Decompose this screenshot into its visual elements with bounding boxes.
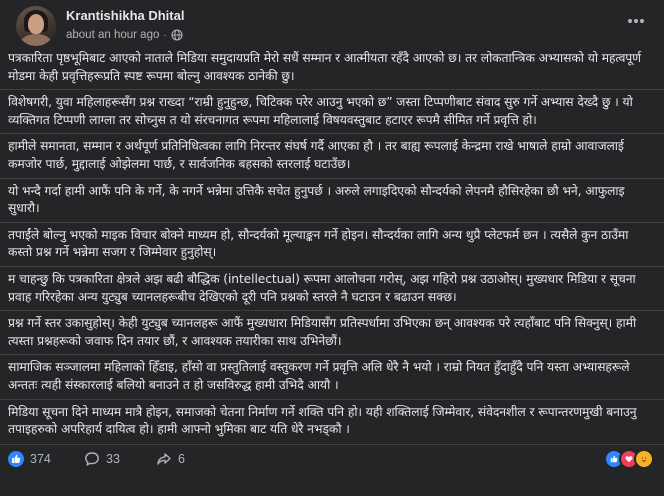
shares-stat[interactable] <box>156 448 185 470</box>
like-icon <box>8 451 24 467</box>
more-options-button[interactable] <box>622 10 650 32</box>
post-paragraph: म चाहन्छु कि पत्रकारिता क्षेत्रले अझ बढी बौद्धिक (intellectual) रूपमा आलोचना गरोस्, अझ गहिरो प्रश्न उठाओस्। मुख्यधार मिडिया र सूचना प्रवाह गरिरहेका अन्य युट्युब च्यानलहरूबीच देखिएको दूरी पनि प्रश्नको स्तरले नै घटाउन र बढाउन सक्छ। <box>0 266 664 306</box>
share-icon <box>156 451 172 467</box>
globe-icon[interactable] <box>171 29 183 41</box>
comments-count: 33 <box>106 452 120 466</box>
post-paragraph: विशेषगरी, युवा महिलाहरूसँग प्रश्न राख्दा “राम्री हुनुहुन्छ, चिटिक्क परेर आउनु भएको छ” जस्ता टिप्पणीबाट संवाद सुरु गर्ने अभ्यास देख्दै छु । यो व्यक्तिगत टिप्पणी लाग्ला तर सोच्नुस त यो संरचनागत रूपमा महिलालाई विषयवस्तुबाट हटाएर रूपमै सीमित गर्ने प्रवृत्ति हो। <box>0 89 664 129</box>
post-footer <box>0 444 664 496</box>
avatar[interactable] <box>16 6 56 46</box>
likes-count: 374 <box>30 452 51 466</box>
post-paragraph: यो भन्दै गर्दा हामी आफैं पनि के गर्ने, के नगर्ने भन्नेमा उत्तिकै सचेत हुनुपर्छ । अरुले लगाइदिएको सौन्दर्यको लेपनमै हौसिरहेका छौ भने, आफुलाइ सुधारौ। <box>0 178 664 218</box>
reaction-summary[interactable] <box>609 448 654 470</box>
post-paragraph: हामीले समानता, सम्मान र अर्थपूर्ण प्रतिनिधित्वका लागि निरन्तर संघर्ष गर्दै आएका हौ । तर बाह्य रूपलाई केन्द्रमा राखे भाषाले हाम्रो आवाजलाई कमजोर पार्छ, मुद्दालाई ओझेलमा पार्छ, र सार्वजनिक बहसको स्तरलाई घटाउँछ। <box>0 133 664 173</box>
shares-count: 6 <box>178 452 185 466</box>
avatar-face <box>28 14 44 34</box>
author-name[interactable]: Krantishikha Dhital <box>66 8 185 23</box>
comments-stat[interactable] <box>84 448 120 470</box>
care-reaction-icon <box>634 449 654 469</box>
comment-icon <box>84 451 100 467</box>
post-header <box>0 0 664 46</box>
likes-stat[interactable] <box>8 448 51 470</box>
post-paragraph: प्रश्न गर्ने स्तर उकासुहोस्। केही युट्युब च्यानलहरू आफैं मुख्यधारा मिडियासँग प्रतिस्पर्धामा उभिएका छन् आवश्यक परे त्यहाँबाट पनि सिक्नुस्। हामी त्यस्ता प्रश्नहरूको जवाफ दिन तयार छौं, र आवश्यक तयारीका साथ उभिनेछौं। <box>0 310 664 350</box>
thumbs-up-icon <box>11 454 21 464</box>
post-paragraph: सामाजिक सञ्जालमा महिलाको हिँडाइ, हाँसो वा प्रस्तुतिलाई वस्तुकरण गर्ने प्रवृत्ति अलि धेरै नै भयो । राम्रो नियत हुँदाहुँदै पनि यस्ता अभ्यासहरूले अन्ततः त्यही संस्कारलाई बलियो बनाउने त हो जसविरुद्ध हामी उभिदै आयौ । <box>0 354 664 394</box>
meta-separator: · <box>163 29 167 41</box>
post-timestamp[interactable]: about an hour ago <box>66 29 160 41</box>
post-meta <box>66 28 183 42</box>
post-paragraph: मिडिया सूचना दिने माध्यम मात्रै होइन, समाजको चेतना निर्माण गर्ने शक्ति पनि हो। यही शक्तिलाई जिम्मेवार, संवेदनशील र रूपान्तरणमुखी बनाउनु तपाइहरुको अपरिहार्य दायित्व हो। हामी आफ्नो भुमिका बाट यति धेरै नभड्कौ । <box>0 399 664 439</box>
post-body <box>0 50 664 439</box>
more-icon <box>627 18 645 24</box>
avatar-body <box>21 34 51 46</box>
post-paragraph: पत्रकारिता पृष्ठभूमिबाट आएको नाताले मिडिया समुदायप्रति मेरो सधैं सम्मान र आत्मीयता रहँदै आएको छ। तर लोकतान्त्रिक अभ्यासको यो महत्वपूर्ण मोडमा केही प्रवृत्तिहरूप्रति स्पष्ट रूपमा बोल्नु आवश्यक ठानेकी छु। <box>8 51 641 83</box>
post-paragraph: तपाईंले बोल्नु भएको माइक विचार बोक्ने माध्यम हो, सौन्दर्यको मूल्याङ्कन गर्ने होइन। सौन्दर्यका लागि अन्य थुप्रै प्लेटफर्म छन । त्यसैले कुन ठाउँमा कस्तो प्रश्न गर्ने भन्नेमा सजग र जिम्मेवार हुनुहोस्। <box>0 222 664 262</box>
